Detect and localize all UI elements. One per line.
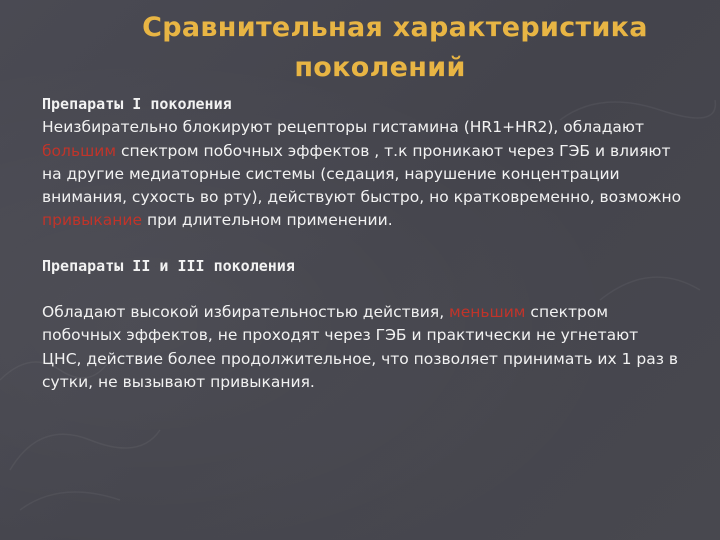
section-1-text — [42, 116, 682, 232]
section-2-text — [42, 301, 682, 394]
section-1-text-b: спектром побочных эффектов , т.к проникают через ГЭБ и влияют на другие медиаторные системы (седация, нарушение концентрации внимания, сухость во рту), действуют быстро, но кратковременно, возможно — [42, 141, 682, 207]
section-1-text-c: при длительном применении. — [142, 211, 393, 230]
slide-title — [0, 8, 720, 88]
section-1-highlight-1: большим — [42, 141, 117, 160]
section-2-text-b: спектром побочных эффектов, не проходят через ГЭБ и практически не угнетают ЦНС, действие более продолжительное, что позволяет принимать их 1 раз в сутки, не вызывают привыкания. — [42, 303, 679, 391]
section-2-text-a: Обладают высокой избирательностью действия, — [42, 303, 450, 322]
section-1-heading: Препараты I поколения — [42, 95, 232, 113]
slide-body — [42, 93, 682, 394]
title-line-2: поколений — [294, 52, 466, 83]
section-2-highlight-1: меньшим — [449, 303, 526, 322]
section-1-text-a: Неизбирательно блокируют рецепторы гистамина (HR1+HR2), обладают — [42, 118, 644, 137]
title-line-1: Сравнительная характеристика — [142, 12, 648, 43]
section-2-heading: Препараты II и III поколения — [42, 256, 295, 275]
section-1-highlight-2: привыкание — [42, 211, 143, 230]
